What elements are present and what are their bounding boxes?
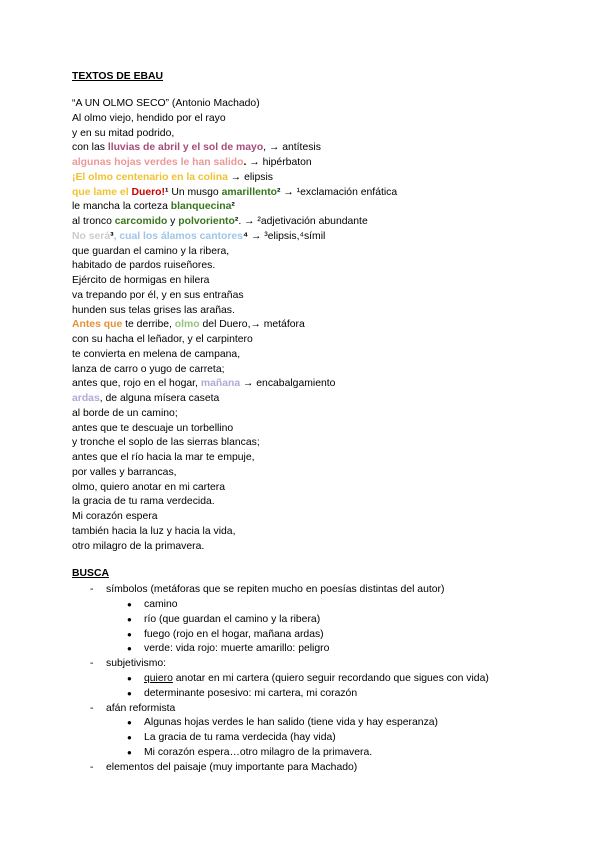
footnote-mark: ¹ xyxy=(164,186,169,198)
list-item-text: afán reformista xyxy=(106,702,176,714)
list-subitem-text: Algunas hojas verdes le han salido (tiene vida y hay esperanza) xyxy=(144,717,439,729)
list-item-text: símbolos (metáforas que se repiten mucho en poesías distintas del autor) xyxy=(106,584,445,596)
highlight-enjambment: mañana xyxy=(200,378,241,390)
annotation: , → antítesis xyxy=(263,142,321,154)
poem-line: otro milagro de la primavera. xyxy=(72,540,205,552)
poem-line: antes que el río hacia la mar te empuje, xyxy=(72,452,255,463)
highlight-adjective: blanquecina xyxy=(170,201,232,213)
list-subitem xyxy=(72,672,552,687)
highlight-anaphora: Antes que xyxy=(72,319,123,331)
poem-line xyxy=(72,141,552,156)
list-subitem-text: fuego (rojo en el hogar, mañana ardas) xyxy=(144,628,324,640)
annotation: → elipsis xyxy=(227,171,273,183)
highlight-ellipsis: que lame el xyxy=(72,186,132,198)
list-subitem xyxy=(72,687,552,702)
bullet-icon: ● xyxy=(127,629,132,639)
text: , de alguna mísera caseta xyxy=(99,393,220,404)
list-subitem xyxy=(72,613,552,628)
list-subitem xyxy=(72,628,552,643)
list-subitem-text: río (que guardan el camino y la ribera) xyxy=(144,613,321,625)
footnote-mark: ² xyxy=(234,216,239,227)
list-subitem-text: La gracia de tu rama verdecida (hay vida) xyxy=(144,732,336,744)
text: . xyxy=(243,157,247,168)
bullet-icon: ● xyxy=(127,688,132,698)
poem-line: Al olmo viejo, hendido por el rayo xyxy=(72,112,226,124)
poem-line: hunden sus telas grises las arañas. xyxy=(72,304,235,316)
annotation: del Duero,→ metáfora xyxy=(199,319,305,331)
highlight-hyperbaton: algunas hojas verdes le han salido xyxy=(72,157,244,168)
dash-marker: - xyxy=(90,702,94,714)
poem-line xyxy=(72,230,552,245)
poem-line: va trepando por él, y en sus entrañas xyxy=(72,289,244,301)
poem-line xyxy=(72,392,552,407)
annotation: . → ²adjetivación abundante xyxy=(238,216,368,227)
annotation: → ¹exclamación enfática xyxy=(280,186,398,198)
highlight-ellipsis: ¡El olmo centenario en la colina xyxy=(72,171,228,183)
list-item-text: elementos del paisaje (muy importante para Machado) xyxy=(106,761,358,773)
highlight-antithesis: lluvias de abril y el sol de mayo xyxy=(107,142,264,154)
highlight-ellipsis-2: No será xyxy=(72,230,111,242)
poem-line: al borde de un camino; xyxy=(72,407,178,419)
list-subitem-text: verde: vida rojo: muerte amarillo: peligro xyxy=(144,643,330,655)
list-item xyxy=(72,583,552,598)
bullet-icon: ● xyxy=(127,644,132,654)
highlight-simile: , cual los álamos cantores xyxy=(113,230,243,242)
text: y xyxy=(167,216,179,227)
poem-line xyxy=(72,186,552,201)
bullet-icon: ● xyxy=(127,718,132,728)
text: te derribe, xyxy=(122,319,175,331)
list-subitem xyxy=(72,716,552,731)
poem-line: la gracia de tu rama verdecida. xyxy=(72,496,215,508)
text: le mancha la corteza xyxy=(72,201,171,213)
poem-line xyxy=(72,318,552,333)
poem-line: antes que te descuaje un torbellino xyxy=(72,422,234,434)
poem-line xyxy=(72,377,552,392)
document-title: TEXTOS DE EBAU xyxy=(72,71,164,82)
footnote-mark: ² xyxy=(231,201,235,213)
list-item-text: subjetivismo: xyxy=(106,658,167,670)
dash-marker: - xyxy=(90,658,94,670)
bullet-icon: ● xyxy=(127,748,132,758)
highlight-metaphor: olmo xyxy=(174,319,200,331)
poem-line: que guardan el camino y la ribera, xyxy=(72,245,230,257)
list-subitem-text: anotar en mi cartera (quiero seguir recordando que sigues con vida) xyxy=(172,673,489,685)
bullet-icon: ● xyxy=(127,600,132,610)
footnote-mark: ² xyxy=(277,186,281,198)
annotation: → ³elipsis,⁴símil xyxy=(248,230,326,242)
footnote-mark: ⁴ xyxy=(242,230,249,242)
text: Un musgo xyxy=(168,186,222,198)
dash-marker: - xyxy=(90,761,94,773)
poem-line: por valles y barrancas, xyxy=(72,466,177,478)
list-item xyxy=(72,657,552,672)
list-subitem-text: Mi corazón espera…otro milagro de la primavera. xyxy=(144,747,373,759)
poem-line: también hacia la luz y hacia la vida, xyxy=(72,525,236,537)
list-item xyxy=(72,702,552,717)
annotation: → hipérbaton xyxy=(246,157,312,168)
list-subitem xyxy=(72,731,552,746)
annotation: → encabalgamiento xyxy=(240,378,336,390)
list-subitem-text: determinante posesivo: mi cartera, mi corazón xyxy=(144,687,358,699)
footnote-mark: ³ xyxy=(110,230,114,242)
bullet-icon: ● xyxy=(127,733,132,743)
poem-line xyxy=(72,156,552,171)
highlight-adjective: amarillento xyxy=(221,186,278,198)
poem-line: Ejército de hormigas en hilera xyxy=(72,275,210,286)
list-subitem xyxy=(72,746,552,761)
list-subitem xyxy=(72,598,552,613)
document-page xyxy=(72,70,552,776)
bullet-icon: ● xyxy=(127,674,132,684)
list-item xyxy=(72,761,552,776)
highlight-exclamation: Duero! xyxy=(131,186,165,198)
poem-line: con su hacha el leñador, y el carpintero xyxy=(72,334,253,345)
bullet-icon: ● xyxy=(127,614,132,624)
poem-line: te convierta en melena de campana, xyxy=(72,348,241,360)
poem-line: habitado de pardos ruiseñores. xyxy=(72,260,216,272)
poem-heading: “A UN OLMO SECO” (Antonio Machado) xyxy=(72,98,260,109)
poem-line: y tronche el soplo de las sierras blancas; xyxy=(72,437,260,449)
highlight-adjective: polvoriento xyxy=(178,216,235,227)
poem-line: y en su mitad podrido, xyxy=(72,127,175,139)
list-subitem-text: camino xyxy=(144,599,178,611)
list-subitem xyxy=(72,642,552,657)
poem-line xyxy=(72,200,552,215)
dash-marker: - xyxy=(90,584,94,596)
busca-heading: BUSCA xyxy=(72,568,109,580)
poem-line: lanza de carro o yugo de carreta; xyxy=(72,363,225,375)
text: antes que, rojo en el hogar, xyxy=(72,378,201,390)
highlight-adjective: carcomido xyxy=(114,216,168,227)
underlined-word: quiero xyxy=(144,673,173,685)
poem-line xyxy=(72,171,552,186)
poem-line: olmo, quiero anotar en mi cartera xyxy=(72,481,226,493)
poem-line: Mi corazón espera xyxy=(72,511,158,522)
poem-line xyxy=(72,215,552,230)
text: con las xyxy=(72,142,108,154)
text: al tronco xyxy=(72,216,115,227)
highlight-enjambment: ardas xyxy=(72,393,100,404)
